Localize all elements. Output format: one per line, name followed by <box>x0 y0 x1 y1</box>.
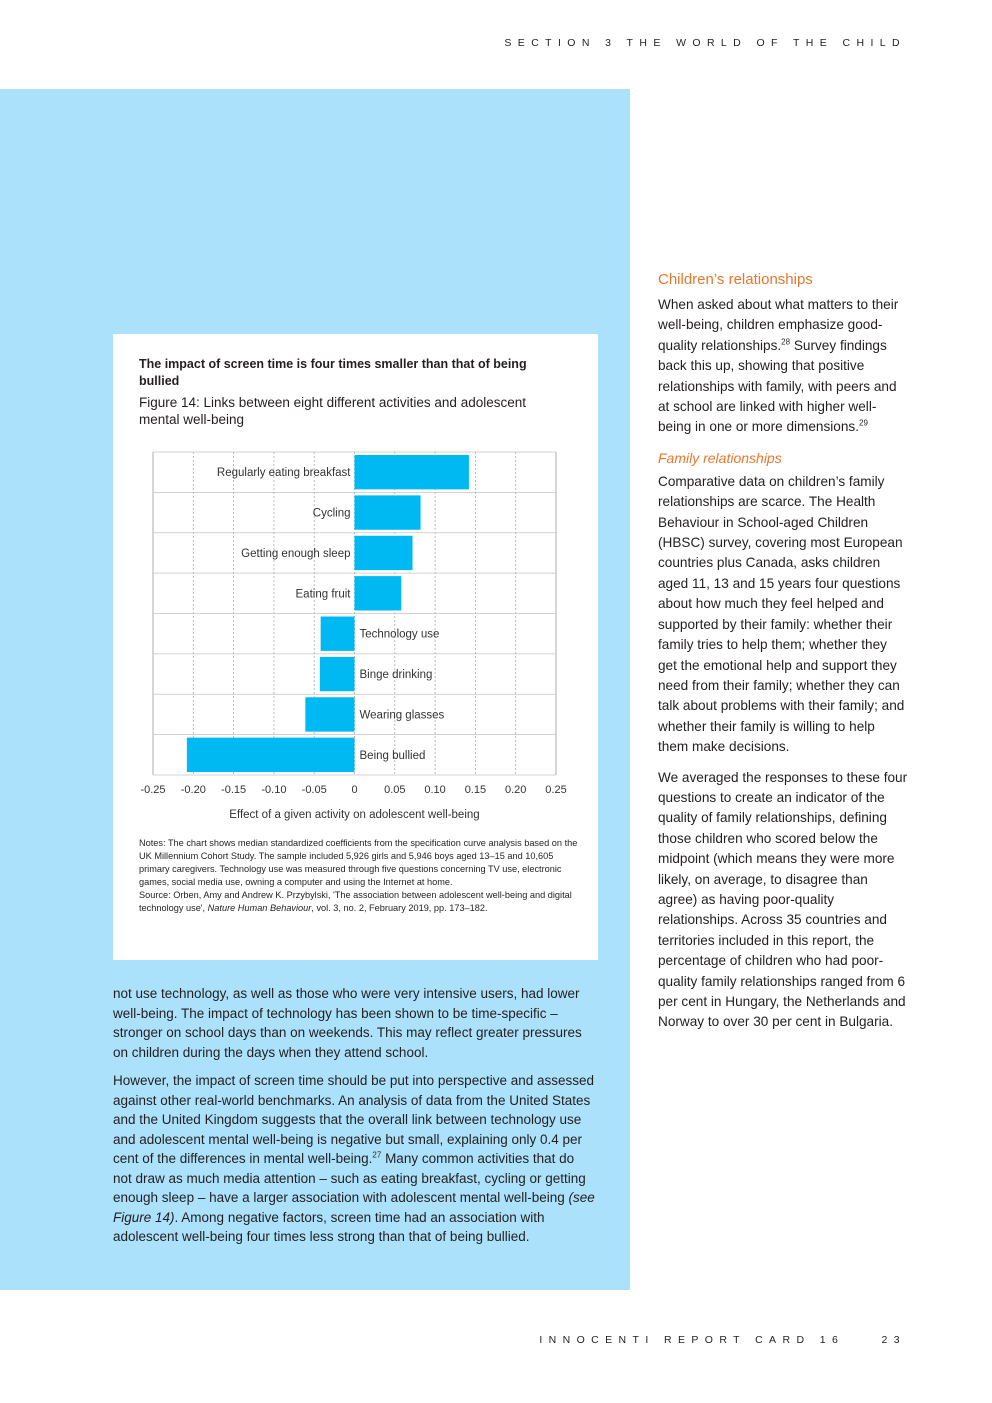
right-paragraph-2: Comparative data on children’s family relationships are scarce. The Health Behaviour in School-aged Children (HBSC) survey, covering most European countries plus Canada, asks children aged 11, 13 and 15 years four questions about how much they feel helped and supported by their family: whether their family tries to help them; whether they get the emotional help and support they need from their family; whether they can talk about problems with their family; and whether their family is willing to help them make decisions. <box>658 473 905 755</box>
notes-text: Notes: The chart shows median standardized coefficients from the specification curve analysis based on the UK Millennium Cohort Study. The sample included 5,926 girls and 5,946 boys aged 13–15 and 10,605 primary caregivers. Technology use was measured through five questions concerning TV use, electronic games, social media use, owning a computer and using the Internet at home. <box>139 838 578 887</box>
x-tick-label: -0.15 <box>221 784 247 796</box>
x-tick-label: 0.10 <box>424 784 446 796</box>
bar-chart <box>113 444 598 824</box>
section-heading: Children’s relationships <box>658 271 813 288</box>
bar <box>355 495 421 529</box>
x-tick-label: 0.15 <box>464 784 487 796</box>
left-paragraph-2 <box>113 1071 595 1247</box>
left-p2-part-c: . Among negative factors, screen time had an association with adolescent well-being four times less strong than that of being bullied. <box>113 1209 545 1244</box>
figure-14-box <box>113 334 598 960</box>
bar-label: Cycling <box>312 507 351 520</box>
bar-label: Eating fruit <box>295 588 351 601</box>
bar <box>355 536 413 570</box>
right-column <box>658 270 908 1043</box>
x-tick-label: -0.05 <box>301 784 327 796</box>
x-tick-label: 0.20 <box>504 784 527 796</box>
left-body-text <box>113 984 595 1256</box>
figure-headline: The impact of screen time is four times smaller than that of being bullied <box>139 357 527 388</box>
x-axis-label: Effect of a given activity on adolescent well-being <box>229 809 480 821</box>
bar-label: Binge drinking <box>359 669 433 682</box>
figure-notes <box>139 837 579 915</box>
bar-label: Being bullied <box>359 749 426 762</box>
x-tick-label: 0 <box>351 784 358 796</box>
source-journal: Nature Human Behaviour <box>207 903 312 913</box>
figure-reference: (see Figure 14) <box>113 1190 595 1225</box>
right-p1-part-a: When asked about what matters to their well-being, children emphasize good-quality relationships. <box>658 297 899 353</box>
x-tick-label: 0.25 <box>545 784 567 796</box>
bar <box>305 697 354 731</box>
bar <box>320 657 355 691</box>
running-header: SECTION 3 THE WORLD OF THE CHILD <box>504 37 906 49</box>
right-paragraph-1 <box>658 295 908 438</box>
bar <box>355 455 469 489</box>
bar <box>321 617 355 651</box>
footnote-29: 29 <box>859 418 868 428</box>
subsection-heading: Family relationships <box>658 449 782 466</box>
x-tick-label: -0.10 <box>261 784 287 796</box>
bar-label: Technology use <box>359 628 440 641</box>
source-prefix: Source: Orben, Amy and Andrew K. Przybylski, 'The association between adolescent well-being and digital technology use', <box>139 890 572 913</box>
x-tick-label: 0.05 <box>384 784 406 796</box>
figure-caption: Figure 14: Links between eight different activities and adolescent mental well-being <box>139 395 526 427</box>
left-p2-part-b: Many common activities that do not draw as much media attention – such as eating breakfast, cycling or getting enough sleep – have a larger association with adolescent mental well-being <box>113 1151 586 1205</box>
left-paragraph-1: not use technology, as well as those who were very intensive users, had lower well-being. The impact of technology has been shown to be time-specific – stronger on school days than on weekends. This may reflect greater pressures on children during the days when they attend school. <box>113 986 582 1060</box>
right-p1-part-b: Survey findings back this up, showing that positive relationships with family, with peers and at school are linked with higher well-being in one or more dimensions. <box>658 337 897 435</box>
page-number: 23 <box>881 1334 906 1346</box>
bar-label: Wearing glasses <box>359 709 445 722</box>
bar-label: Getting enough sleep <box>241 547 351 560</box>
x-tick-label: -0.25 <box>140 784 166 796</box>
footnote-28: 28 <box>781 337 791 347</box>
footnote-27: 27 <box>372 1150 382 1160</box>
bar <box>187 738 355 772</box>
bar <box>355 576 402 610</box>
x-tick-label: -0.20 <box>180 784 206 796</box>
left-p2-part-a: However, the impact of screen time should be put into perspective and assessed against other real-world benchmarks. An analysis of data from the United States and the United Kingdom suggests that the overall link between technology use and adolescent mental well-being is negative but small, explaining only 0.4 per cent of the differences in mental well-being. <box>113 1073 595 1166</box>
right-paragraph-3: We averaged the responses to these four questions to create an indicator of the quality of family relationships, defining those children who scored below the midpoint (which means they were more likely, on average, to disagree than agree) as having poor-quality relationships. Across 35 countries and territories included in this report, the percentage of children who had poor-quality family relationships ranged from 6 per cent in Hungary, the Netherlands and Norway to over 30 per cent in Bulgaria. <box>658 769 908 1030</box>
bar-label: Regularly eating breakfast <box>216 467 351 480</box>
report-name: INNOCENTI REPORT CARD 16 <box>539 1334 845 1346</box>
running-footer <box>539 1334 906 1346</box>
source-suffix: , vol. 3, no. 2, February 2019, pp. 173–182. <box>311 903 488 913</box>
